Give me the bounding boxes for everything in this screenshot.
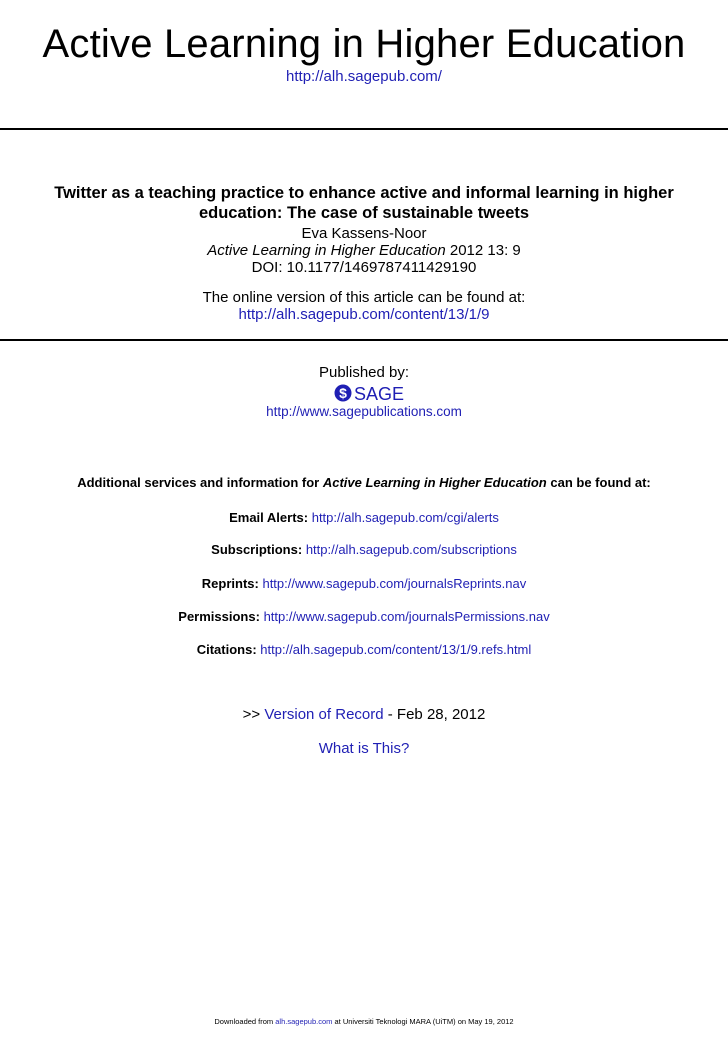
services-intro-suffix: can be found at:	[550, 475, 651, 490]
service-label: Citations:	[196, 642, 257, 657]
footer-prefix: Downloaded from	[214, 1017, 274, 1026]
version-of-record-link[interactable]: Version of Record	[264, 706, 384, 723]
online-version-url-container	[0, 306, 728, 324]
footer-site-link[interactable]: alh.sagepub.com	[275, 1017, 333, 1026]
article-title	[0, 183, 728, 223]
citation-volume: 2012 13: 9	[449, 242, 521, 259]
record-date: - Feb 28, 2012	[387, 706, 486, 723]
service-label: Subscriptions:	[211, 542, 303, 557]
top-divider	[0, 128, 728, 130]
service-link-subscriptions[interactable]: http://alh.sagepub.com/subscriptions	[305, 542, 517, 557]
journal-url-container	[0, 68, 728, 85]
author: Eva Kassens-Noor	[301, 225, 427, 242]
sage-logo[interactable]	[334, 382, 404, 404]
service-label: Reprints:	[201, 576, 259, 591]
online-version-link[interactable]: http://alh.sagepub.com/content/13/1/9	[238, 306, 490, 323]
record-prefix: >>	[242, 706, 261, 723]
service-label: Email Alerts:	[229, 510, 309, 525]
version-of-record	[0, 706, 728, 723]
service-item-citations	[0, 642, 728, 657]
footer-suffix: at Universiti Teknologi MARA (UiTM) on May 19, 2012	[334, 1017, 514, 1026]
middle-divider	[0, 339, 728, 341]
service-label: Permissions:	[178, 609, 260, 624]
services-intro	[0, 475, 728, 490]
article-title-line-1: Twitter as a teaching practice to enhance active and informal learning in higher	[54, 184, 674, 202]
doi: DOI: 10.1177/1469787411429190	[251, 259, 477, 276]
article-title-line-2: education: The case of sustainable tweets	[198, 204, 530, 222]
service-item-permissions	[0, 609, 728, 624]
published-by-label: Published by:	[318, 364, 410, 381]
service-link-email-alerts[interactable]: http://alh.sagepub.com/cgi/alerts	[311, 510, 499, 525]
publisher-url-link[interactable]: http://www.sagepublications.com	[266, 404, 462, 419]
sage-logo-text: SAGE	[354, 384, 404, 404]
what-is-this-link[interactable]: What is This?	[318, 740, 410, 757]
citation-journal: Active Learning in Higher Education	[207, 242, 446, 259]
service-item-reprints	[0, 576, 728, 591]
online-version-text: The online version of this article can be found at:	[202, 289, 526, 306]
service-item-subscriptions	[0, 542, 728, 557]
service-link-permissions[interactable]: http://www.sagepub.com/journalsPermissions.nav	[263, 609, 550, 624]
publisher-url-container	[0, 404, 728, 419]
citation	[0, 242, 728, 260]
download-footer	[0, 1017, 728, 1026]
services-intro-prefix: Additional services and information for	[77, 475, 320, 490]
services-intro-journal: Active Learning in Higher Education	[322, 475, 547, 490]
service-link-citations[interactable]: http://alh.sagepub.com/content/13/1/9.refs.html	[260, 642, 532, 657]
service-item-email-alerts	[0, 510, 728, 525]
service-link-reprints[interactable]: http://www.sagepub.com/journalsReprints.nav	[262, 576, 527, 591]
what-is-this-container	[0, 740, 728, 757]
sage-logo-dollar: $	[339, 385, 347, 401]
journal-url-link[interactable]: http://alh.sagepub.com/	[286, 68, 442, 85]
journal-title: Active Learning in Higher Education	[42, 22, 686, 66]
